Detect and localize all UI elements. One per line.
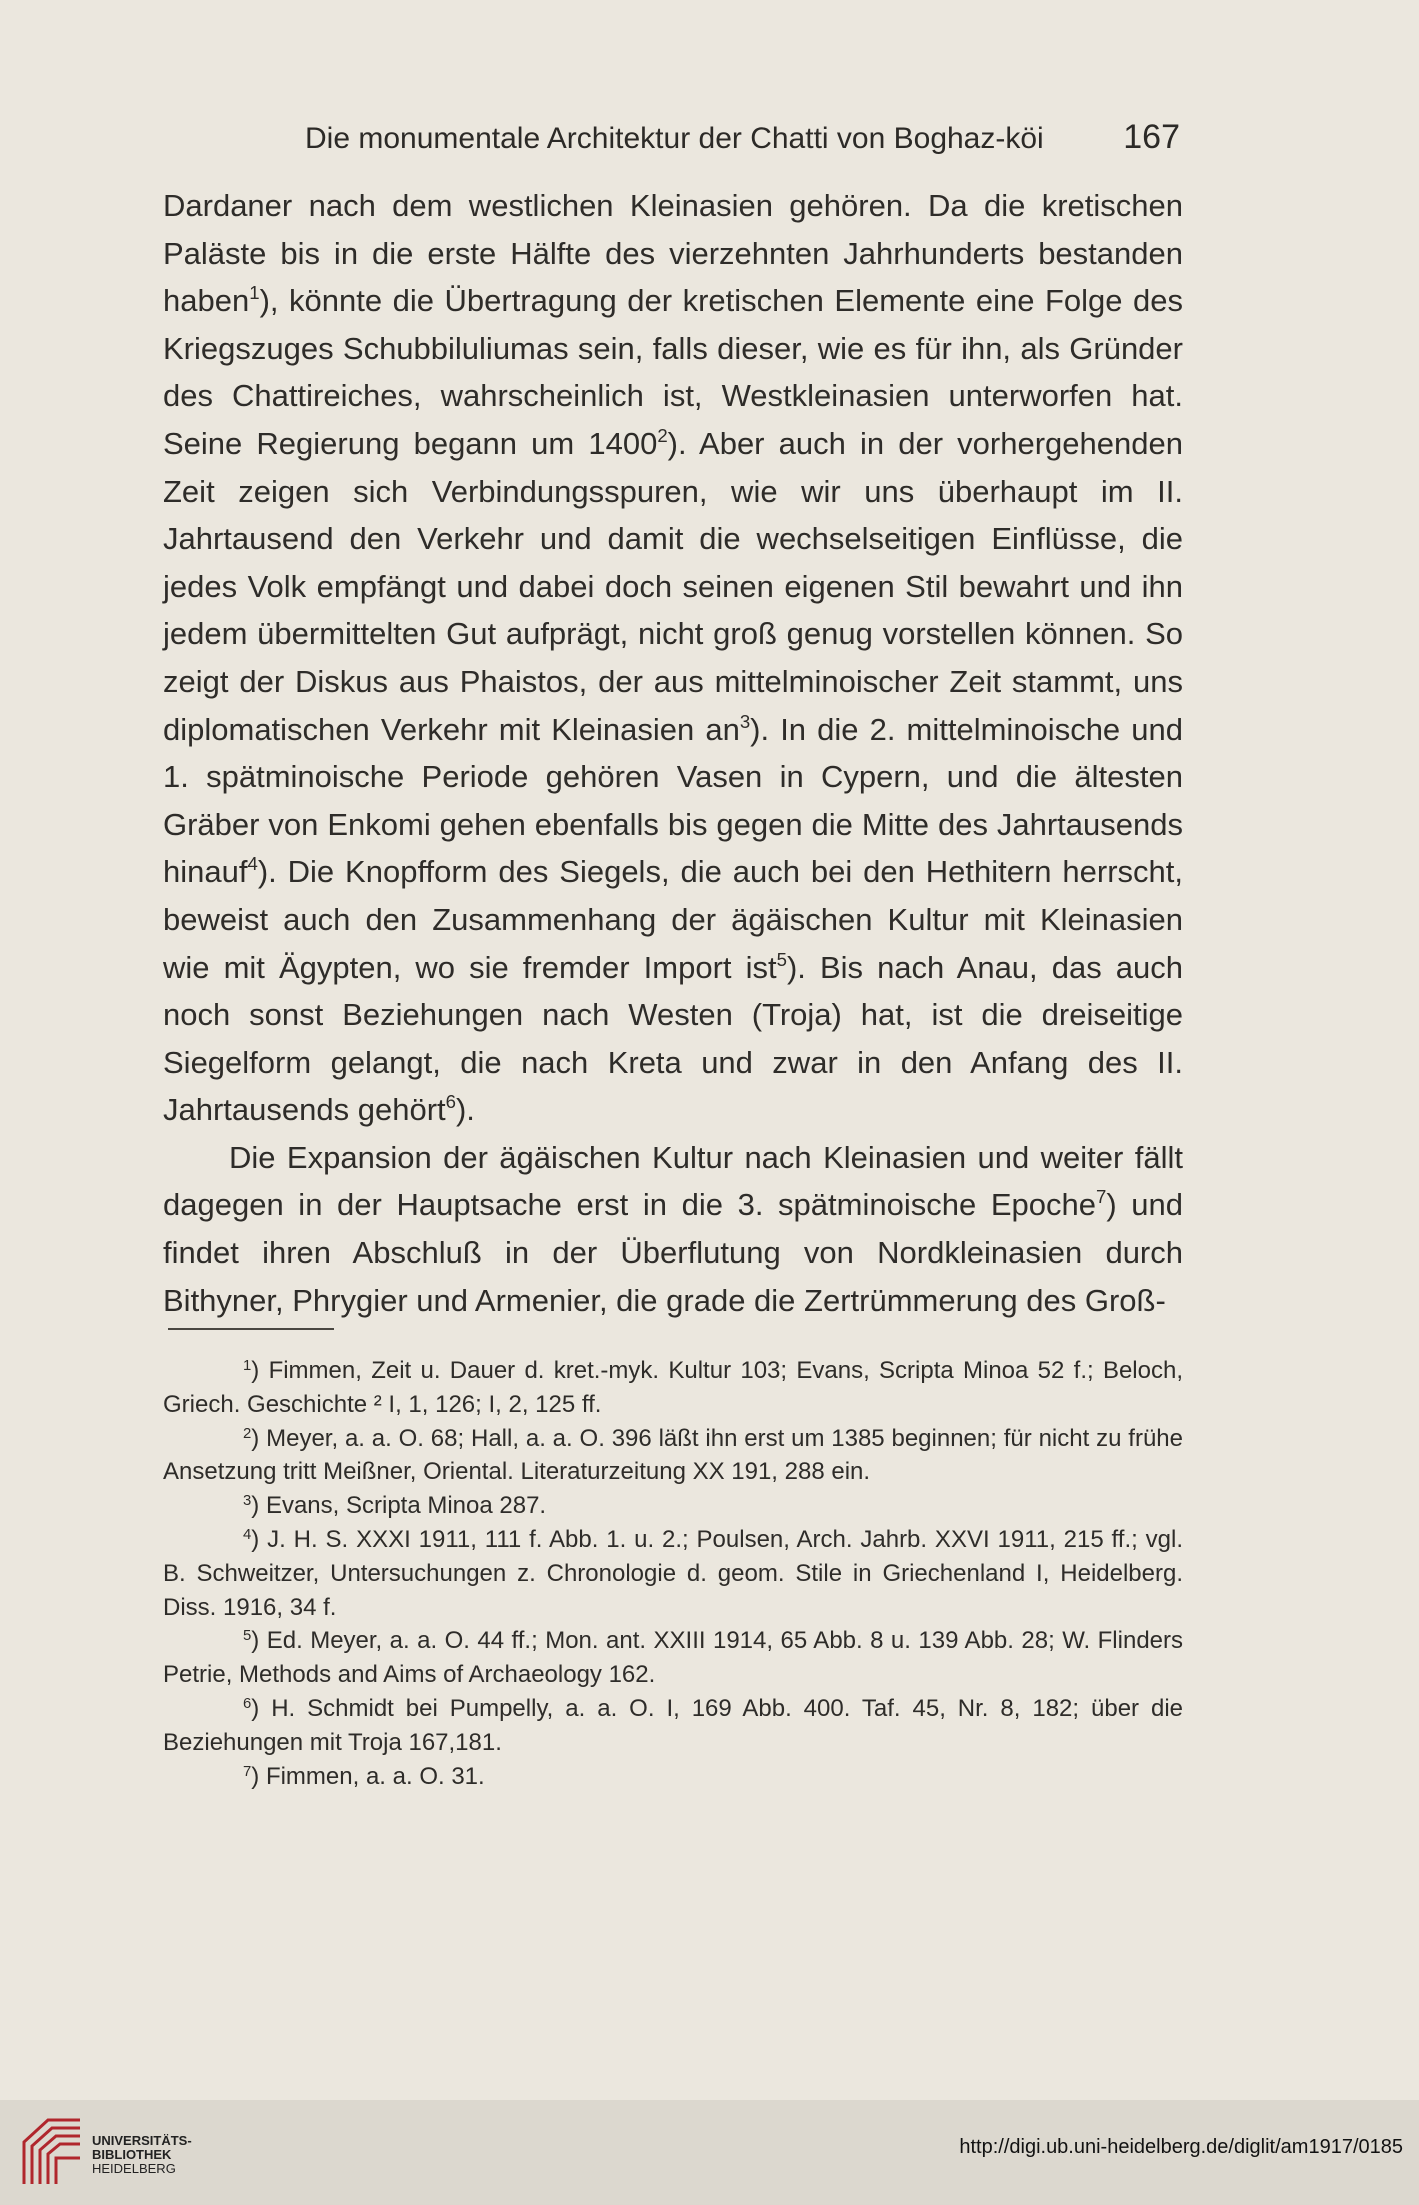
footnote-text: ) J. H. S. XXXI 1911, 111 f. Abb. 1. u. 2.; Poulsen, Arch. Jahrb. XXVI 1911, 215 ff.; vgl. B. Schweitzer, Untersuchungen z. Chronologie d. geom. Stile in Griechenland I, Heidelberg. Diss. 1916, 34 f. [163, 1525, 1183, 1621]
text-run: Die Expansion der ägäischen Kultur nach Kleinasien und weiter fällt dagegen in der Hauptsache erst in die 3. spätminoische Epoche [163, 1139, 1183, 1223]
footnote-ref: 6 [445, 1091, 456, 1113]
main-text [163, 182, 1183, 1324]
footnote-ref: 2 [657, 424, 668, 446]
page-number: 167 [1123, 118, 1180, 156]
library-name-line: UNIVERSITÄTS- [92, 2133, 192, 2148]
text-run: ). Die Knopfform des Siegels, die auch bei den Hethitern herrscht, beweist auch den Zusammenhang der ägäischen Kultur mit Kleinasien wie mit Ägypten, wo sie fremder Import ist [163, 854, 1183, 985]
footnote-text: ) H. Schmidt bei Pumpelly, a. a. O. I, 169 Abb. 400. Taf. 45, Nr. 8, 182; über die Beziehungen mit Troja 167,181. [163, 1694, 1183, 1756]
footnote-marker: 2 [243, 1425, 252, 1442]
footnote [163, 1692, 1183, 1760]
footnote-separator [168, 1328, 334, 1330]
footnote [163, 1422, 1183, 1490]
text-run: ). Bis nach Anau, das auch noch sonst Beziehungen nach Westen (Troja) hat, ist die dreiseitige Siegelform gelangt, die nach Kreta und zwar in den Anfang des II. Jahrtausends gehört [163, 949, 1183, 1128]
running-header [160, 118, 1180, 168]
footnote [163, 1489, 1183, 1523]
footnote-ref: 7 [1095, 1186, 1107, 1208]
footnote-ref: 4 [247, 853, 258, 875]
text-run: Dardaner nach dem westlichen Kleinasien gehören. Da die kretischen Paläste bis in die erste Hälfte des vierzehnten Jahrhunderts bestanden haben [163, 188, 1183, 319]
text-run: ). [455, 1092, 475, 1128]
footnote-marker: 1 [243, 1357, 252, 1374]
footnote [163, 1354, 1183, 1422]
footer-bar [0, 2100, 1419, 2205]
library-name [92, 2134, 192, 2176]
source-url-link[interactable]: http://digi.ub.uni-heidelberg.de/diglit/am1917/0185 [959, 2136, 1403, 2158]
footnotes [163, 1354, 1183, 1793]
running-title: Die monumentale Architektur der Chatti von Boghaz-köi [305, 122, 1044, 155]
footnote [163, 1624, 1183, 1692]
footnote-marker: 3 [243, 1493, 252, 1510]
footnote-marker: 6 [243, 1695, 252, 1712]
footnote [163, 1523, 1183, 1624]
footnote-marker: 4 [243, 1526, 252, 1543]
paragraph [163, 1134, 1183, 1324]
footnote-ref: 5 [776, 948, 787, 970]
paragraph [163, 182, 1183, 1134]
footnote-marker: 5 [243, 1628, 252, 1645]
footnote-ref: 3 [739, 710, 751, 732]
library-logo-icon [18, 2112, 86, 2190]
footnote [163, 1760, 1183, 1794]
library-name-line: BIBLIOTHEK [92, 2147, 172, 2162]
text-run: ) und findet ihren Abschluß in der Überflutung von Nordkleinasien durch Bithyner, Phrygier und Armenier, die grade die Zertrümmerung des Groß- [163, 1187, 1183, 1318]
footnote-text: ) Fimmen, Zeit u. Dauer d. kret.-myk. Kultur 103; Evans, Scripta Minoa 52 f.; Beloch, Griech. Geschichte ² I, 1, 126; I, 2, 125 ff. [163, 1357, 1183, 1418]
footnote-marker: 7 [243, 1763, 252, 1780]
footnote-ref: 1 [249, 282, 260, 304]
text-run: ), könnte die Übertragung der kretischen Elemente eine Folge des Kriegszuges Schubbiluliumas sein, falls dieser, wie es für ihn, als Gründer des Chattireiches, wahrscheinlich ist, Westkleinasien unterworfen hat. Seine Regierung begann um 1400 [163, 283, 1183, 461]
text-run: ). Aber auch in der vorhergehenden Zeit zeigen sich Verbindungsspuren, wie wir uns überhaupt im II. Jahrtausend den Verkehr und damit die wechselseitigen Einflüsse, die jedes Volk empfängt und dabei doch seinen eigenen Stil bewahrt und ihn jedem übermittelten Gut aufprägt, nicht groß genug vorstellen können. So zeigt der Diskus aus Phaistos, der aus mittelminoischer Zeit stammt, uns diplomatischen Verkehr mit Kleinasien an [163, 425, 1183, 747]
footnote-text: ) Ed. Meyer, a. a. O. 44 ff.; Mon. ant. XXIII 1914, 65 Abb. 8 u. 139 Abb. 28; W. Flinders Petrie, Methods and Aims of Archaeology 162. [163, 1627, 1183, 1689]
library-name-line: HEIDELBERG [92, 2161, 176, 2176]
footnote-text: ) Meyer, a. a. O. 68; Hall, a. a. O. 396 läßt ihn erst um 1385 beginnen; für nicht zu frühe Ansetzung tritt Meißner, Oriental. Literaturzeitung XX 191, 288 ein. [163, 1424, 1183, 1486]
footnote-text: ) Evans, Scripta Minoa 287. [251, 1492, 547, 1520]
text-run: ). In die 2. mittelminoische und 1. spätminoische Periode gehören Vasen in Cypern, und die ältesten Gräber von Enkomi gehen ebenfalls bis gegen die Mitte des Jahrtausends hinauf [163, 711, 1183, 890]
footnote-text: ) Fimmen, a. a. O. 31. [251, 1762, 485, 1790]
